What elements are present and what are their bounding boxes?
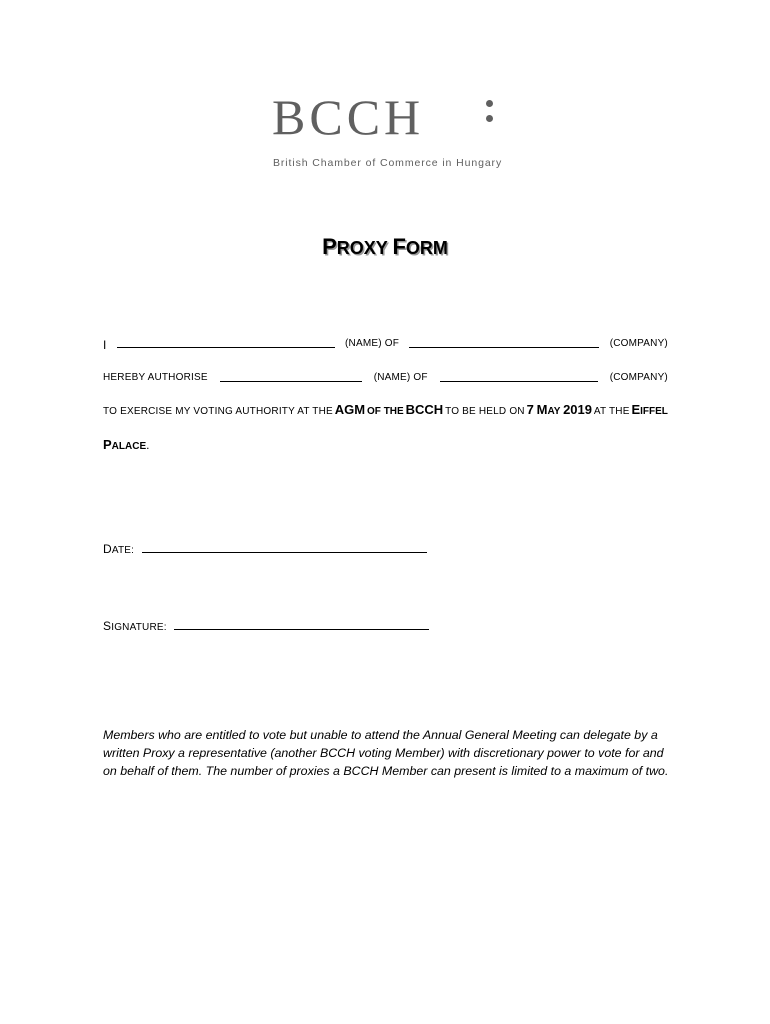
statement-at-the: AT THE [593,406,630,417]
label-i: I [103,338,107,352]
proxy-row-grantor [103,338,668,352]
date-row [103,542,427,556]
logo-dots-icon [486,100,496,130]
statement-part1: TO EXERCISE MY VOTING AUTHORITY AT THE [103,406,333,417]
label-name-of: (NAME) OF [345,338,400,349]
label-hereby-authorise: HEREBY AUTHORISE [103,372,208,383]
title-initial-2: F [392,234,406,259]
statement-agm: AGM [334,402,366,417]
statement-period: . [146,438,150,452]
statement-date [527,402,592,417]
statement-of-the: OF THE [367,406,404,417]
title-rest-1: ROXY [336,238,388,258]
title-rest-2: ORM [405,238,448,258]
date-year: 2019 [563,402,592,417]
date-day: 7 [526,402,534,417]
venue-rest-1: IFFEL [640,406,668,417]
grantor-company-field[interactable] [409,338,599,348]
bcch-logo-wordmark: BCCH [272,89,425,145]
label-name-of-2: (NAME) OF [373,372,428,383]
title-initial-1: P [322,234,337,259]
statement-bcch: BCCH [405,402,444,417]
venue-initial-2: P [103,437,112,452]
date-field[interactable] [142,543,427,553]
authority-statement [103,402,668,417]
proxy-name-field[interactable] [220,372,362,382]
venue-part1 [631,402,667,417]
month-initial: M [536,402,548,417]
date-label-initial: D [103,542,112,556]
proxy-notice: Members who are entitled to vote but unable to attend the Annual General Meeting can delegate by a written Proxy a representative (another BCCH voting Member) with discretionary power to vote for and on behalf of them. The number of proxies a BCCH Member can present is limited to a maximum of two. [103,728,669,778]
logo-tagline: British Chamber of Commerce in Hungary [273,157,503,169]
proxy-row-authorise [103,372,668,383]
page-title [0,234,770,260]
label-company: (COMPANY) [609,338,668,349]
signature-field[interactable] [174,620,429,630]
signature-label-initial: S [103,619,112,633]
signature-row [103,619,429,633]
authority-statement-cont [103,437,668,452]
venue-part2 [103,437,147,452]
signature-label-rest: IGNATURE: [111,622,167,633]
proxy-company-field[interactable] [440,372,598,382]
date-label [103,542,135,556]
grantor-name-field[interactable] [117,338,335,348]
date-label-rest: ATE: [111,545,135,556]
statement-to-be-held-on: TO BE HELD ON [445,406,525,417]
label-company-2: (COMPANY) [609,372,668,383]
venue-rest-2: ALACE [111,441,147,452]
signature-label [103,619,167,633]
venue-initial-1: E [631,402,641,417]
month-rest: AY [547,406,561,417]
